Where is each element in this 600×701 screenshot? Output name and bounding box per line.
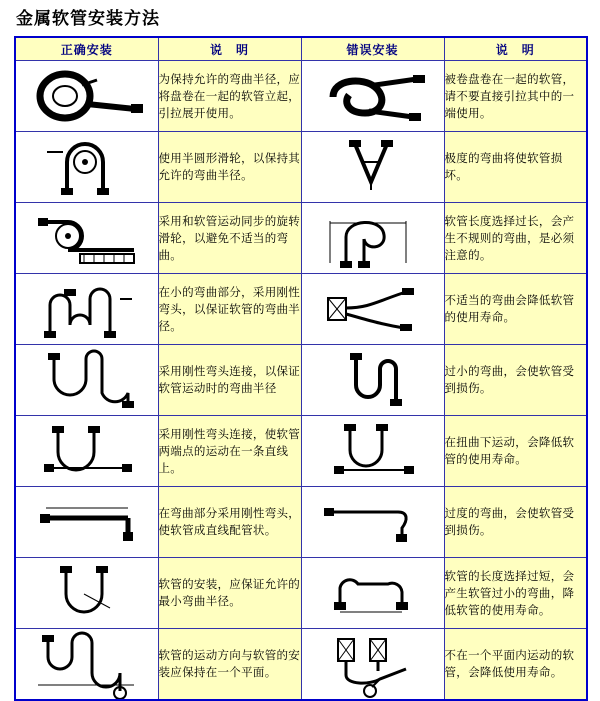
coiled-hose-pulled-from-middle-icon: [313, 67, 433, 125]
hose-too-short-flat-bend-icon: [310, 564, 436, 622]
figure-cell-wrong: [301, 487, 444, 558]
figure-cell-correct: [15, 416, 158, 487]
header-wrong-install: 错误安装: [301, 37, 444, 61]
hose-motion-in-same-plane-icon: [24, 629, 150, 699]
description-wrong: 软管的长度选择过短，会产生软管过小的弯曲，降低软管的使用寿命。: [444, 558, 587, 629]
description-correct: 在小的弯曲部分，采用刚性弯头，以保证软管的弯曲半径。: [158, 274, 301, 345]
figure-cell-wrong: [301, 558, 444, 629]
description-correct: 为保持允许的弯曲半径，应将盘卷在一起的软管立起，引拉展开使用。: [158, 61, 301, 132]
hose-motion-out-of-plane-icon: [310, 629, 436, 699]
figure-cell-correct: [15, 629, 158, 701]
figure-cell-correct: [15, 203, 158, 274]
header-correct-description: 说 明: [158, 37, 301, 61]
table-row: [15, 274, 587, 345]
figure-cell-wrong: [301, 132, 444, 203]
figure-cell-correct: [15, 558, 158, 629]
description-wrong: 软管长度选择过长，会产生不规则的弯曲，是必须注意的。: [444, 203, 587, 274]
description-wrong: 在扭曲下运动，会降低软管的使用寿命。: [444, 416, 587, 487]
figure-cell-correct: [15, 132, 158, 203]
twisted-hose-u-shape-icon: [310, 422, 436, 480]
hose-minimum-bend-radius-u-icon: [24, 564, 150, 622]
rigid-elbows-both-ends-straight-line-icon: [24, 422, 150, 480]
figure-cell-wrong: [301, 274, 444, 345]
figure-cell-wrong: [301, 203, 444, 274]
too-small-bend-radius-hook-icon: [310, 351, 436, 409]
figure-cell-wrong: [301, 61, 444, 132]
header-wrong-description: 说 明: [444, 37, 587, 61]
header-correct-install: 正确安装: [15, 37, 158, 61]
figure-cell-wrong: [301, 345, 444, 416]
description-wrong: 不适当的弯曲会降低软管的使用寿命。: [444, 274, 587, 345]
description-correct: 使用半圆形滑轮，以保持其允许的弯曲半径。: [158, 132, 301, 203]
description-correct: 软管的安装，应保证允许的最小弯曲半径。: [158, 558, 301, 629]
description-correct: 采用和软管运动同步的旋转滑轮，以避免不适当的弯曲。: [158, 203, 301, 274]
table-row: [15, 487, 587, 558]
description-wrong: 极度的弯曲将使软管损坏。: [444, 132, 587, 203]
hose-with-synchronized-rotating-pulley-icon: [24, 208, 150, 268]
hose-sharp-v-bend-icon: [313, 138, 433, 196]
description-wrong: 过小的弯曲，会使软管受到损伤。: [444, 345, 587, 416]
installation-methods-table: [14, 36, 588, 701]
improper-tight-bend-at-fitting-icon: [310, 280, 436, 338]
table-row: [15, 558, 587, 629]
rigid-elbow-straight-piping-icon: [24, 498, 150, 546]
figure-cell-wrong: [301, 629, 444, 701]
description-correct: 采用刚性弯头连接，以保证软管运动时的弯曲半径: [158, 345, 301, 416]
figure-cell-correct: [15, 61, 158, 132]
description-correct: 在弯曲部分采用刚性弯头，使软管成直线配管状。: [158, 487, 301, 558]
description-wrong: 被卷盘卷在一起的软管，请不要直接引拉其中的一端使用。: [444, 61, 587, 132]
table-row: [15, 629, 587, 701]
description-correct: 软管的运动方向与软管的安装应保持在一个平面。: [158, 629, 301, 701]
figure-cell-correct: [15, 274, 158, 345]
page-title: 金属软管安装方法: [16, 9, 160, 29]
table-row: [15, 416, 587, 487]
description-wrong: 过度的弯曲，会使软管受到损伤。: [444, 487, 587, 558]
hose-over-semicircular-sheave-icon: [27, 138, 147, 196]
table-row: [15, 345, 587, 416]
table-row: [15, 132, 587, 203]
description-correct: 采用刚性弯头连接，使软管两端点的运动在一条直线上。: [158, 416, 301, 487]
hose-too-long-irregular-bend-icon: [310, 207, 436, 269]
table-row: [15, 61, 587, 132]
table-row: [15, 203, 587, 274]
coiled-hose-standing-upright-icon: [27, 67, 147, 125]
figure-cell-correct: [15, 345, 158, 416]
rigid-elbow-at-small-bend-icon: [24, 279, 150, 339]
figure-cell-correct: [15, 487, 158, 558]
figure-cell-wrong: [301, 416, 444, 487]
rigid-elbow-connection-u-bend-icon: [24, 349, 150, 411]
table-header-row: [15, 37, 587, 61]
description-wrong: 不在一个平面内运动的软管，会降低使用寿命。: [444, 629, 587, 701]
excessive-bend-at-end-icon: [310, 498, 436, 546]
